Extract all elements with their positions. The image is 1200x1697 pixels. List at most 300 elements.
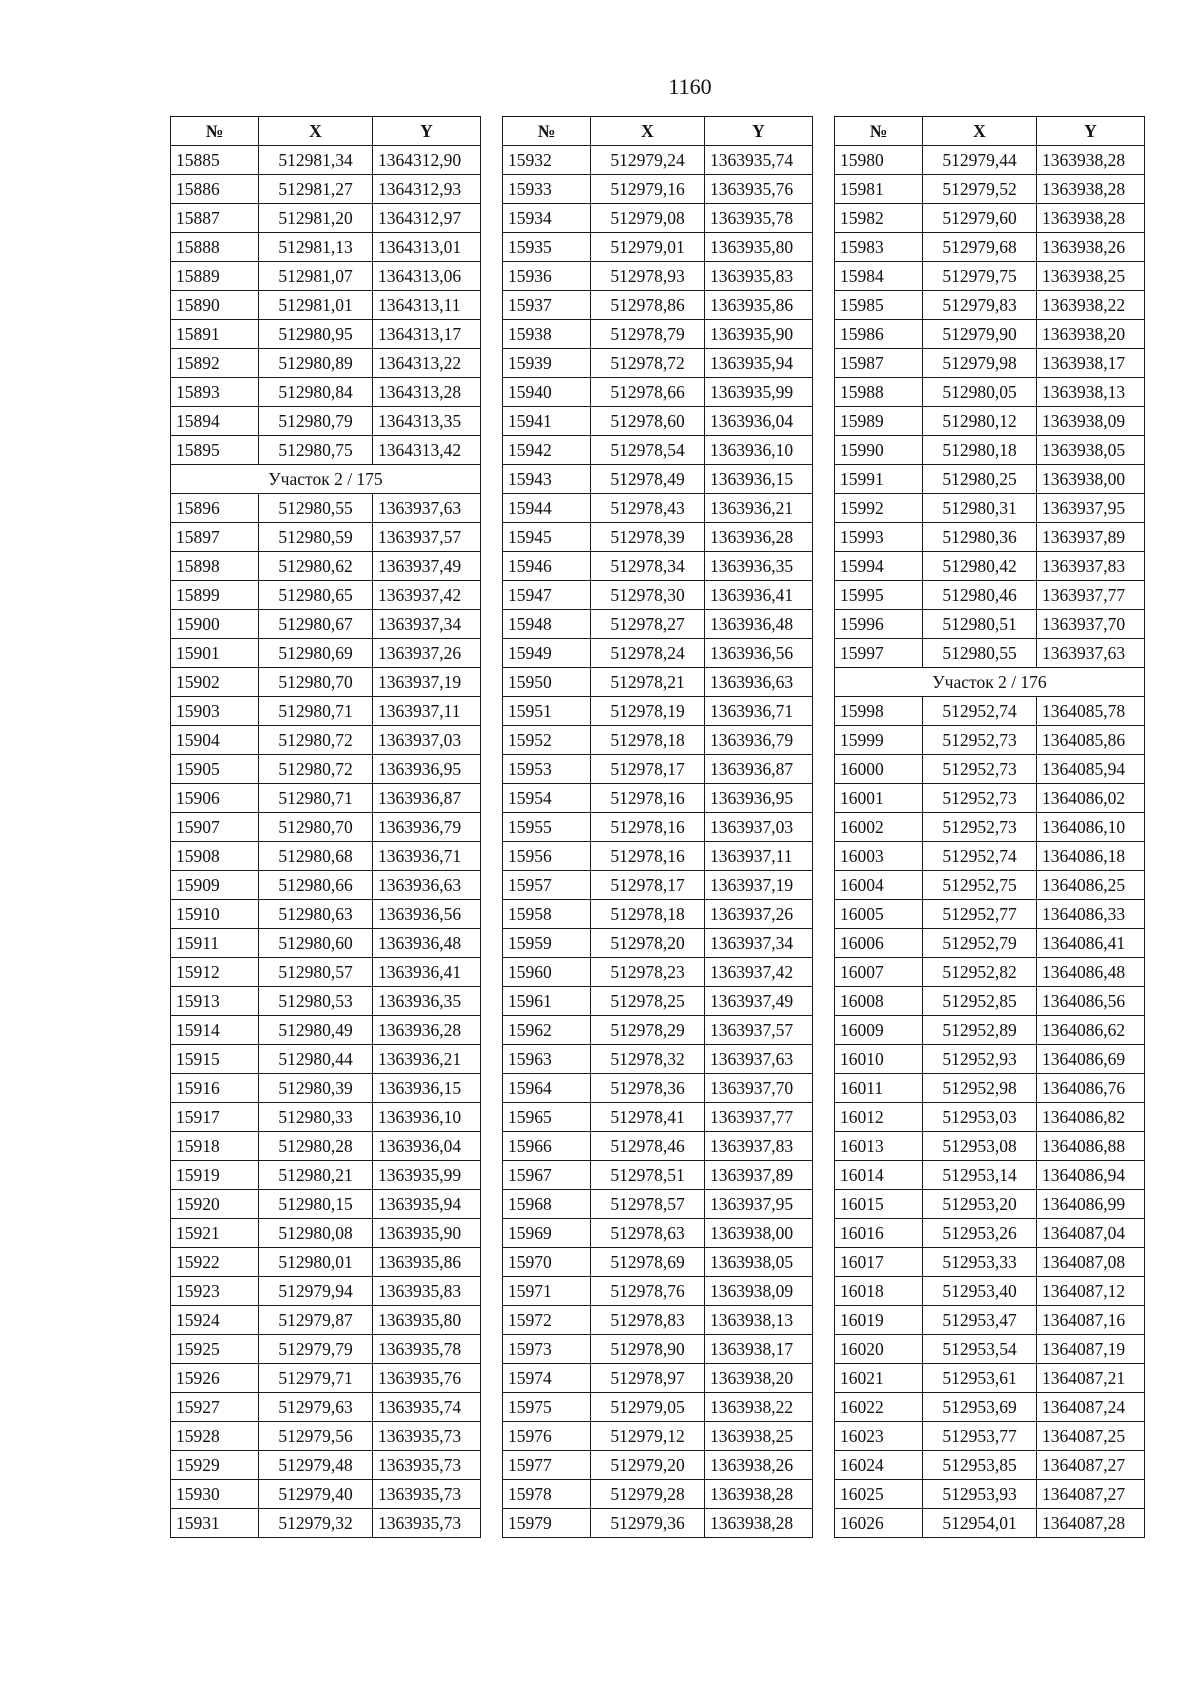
y-coordinate-cell: 1363937,77 [705, 1103, 813, 1132]
table-row [171, 1132, 481, 1161]
y-coordinate-cell: 1363937,42 [373, 581, 481, 610]
x-coordinate-cell: 512980,42 [923, 552, 1037, 581]
y-coordinate-cell: 1363938,28 [1037, 175, 1145, 204]
table-row [171, 146, 481, 175]
table-row [835, 1103, 1145, 1132]
table-row [503, 349, 813, 378]
point-number-cell: 16012 [835, 1103, 923, 1132]
point-number-cell: 16026 [835, 1509, 923, 1538]
x-coordinate-cell: 512979,68 [923, 233, 1037, 262]
column-header-y: Y [1037, 117, 1145, 146]
x-coordinate-cell: 512979,87 [259, 1306, 373, 1335]
table-row [503, 697, 813, 726]
point-number-cell: 15892 [171, 349, 259, 378]
table-row [503, 1451, 813, 1480]
point-number-cell: 15954 [503, 784, 591, 813]
x-coordinate-cell: 512978,83 [591, 1306, 705, 1335]
table-row [171, 639, 481, 668]
x-coordinate-cell: 512980,57 [259, 958, 373, 987]
point-number-cell: 15998 [835, 697, 923, 726]
y-coordinate-cell: 1363937,57 [705, 1016, 813, 1045]
y-coordinate-cell: 1363937,11 [373, 697, 481, 726]
table-row [835, 1509, 1145, 1538]
x-coordinate-cell: 512978,93 [591, 262, 705, 291]
y-coordinate-cell: 1363937,49 [705, 987, 813, 1016]
y-coordinate-cell: 1363937,95 [1037, 494, 1145, 523]
table-row [835, 1161, 1145, 1190]
x-coordinate-cell: 512953,14 [923, 1161, 1037, 1190]
y-coordinate-cell: 1364086,82 [1037, 1103, 1145, 1132]
x-coordinate-cell: 512980,08 [259, 1219, 373, 1248]
x-coordinate-cell: 512980,25 [923, 465, 1037, 494]
y-coordinate-cell: 1363935,73 [373, 1451, 481, 1480]
x-coordinate-cell: 512979,60 [923, 204, 1037, 233]
y-coordinate-cell: 1364086,41 [1037, 929, 1145, 958]
y-coordinate-cell: 1364086,18 [1037, 842, 1145, 871]
y-coordinate-cell: 1363938,28 [705, 1480, 813, 1509]
table-row [503, 929, 813, 958]
x-coordinate-cell: 512978,23 [591, 958, 705, 987]
y-coordinate-cell: 1363936,21 [373, 1045, 481, 1074]
y-coordinate-cell: 1363936,95 [705, 784, 813, 813]
x-coordinate-cell: 512952,75 [923, 871, 1037, 900]
y-coordinate-cell: 1363935,73 [373, 1480, 481, 1509]
y-coordinate-cell: 1363935,90 [373, 1219, 481, 1248]
table-row [835, 900, 1145, 929]
table-row [503, 813, 813, 842]
x-coordinate-cell: 512978,86 [591, 291, 705, 320]
y-coordinate-cell: 1364087,04 [1037, 1219, 1145, 1248]
point-number-cell: 15910 [171, 900, 259, 929]
x-coordinate-cell: 512952,82 [923, 958, 1037, 987]
table-row [835, 581, 1145, 610]
x-coordinate-cell: 512978,17 [591, 871, 705, 900]
point-number-cell: 15944 [503, 494, 591, 523]
x-coordinate-cell: 512978,49 [591, 465, 705, 494]
x-coordinate-cell: 512978,63 [591, 1219, 705, 1248]
table-row [171, 407, 481, 436]
x-coordinate-cell: 512952,74 [923, 697, 1037, 726]
column-header-y: Y [705, 117, 813, 146]
point-number-cell: 15972 [503, 1306, 591, 1335]
x-coordinate-cell: 512953,47 [923, 1306, 1037, 1335]
x-coordinate-cell: 512953,54 [923, 1335, 1037, 1364]
x-coordinate-cell: 512979,94 [259, 1277, 373, 1306]
y-coordinate-cell: 1364087,27 [1037, 1451, 1145, 1480]
y-coordinate-cell: 1363936,56 [373, 900, 481, 929]
table-row [171, 1451, 481, 1480]
y-coordinate-cell: 1363938,17 [1037, 349, 1145, 378]
point-number-cell: 15895 [171, 436, 259, 465]
y-coordinate-cell: 1364087,27 [1037, 1480, 1145, 1509]
x-coordinate-cell: 512981,34 [259, 146, 373, 175]
point-number-cell: 16010 [835, 1045, 923, 1074]
point-number-cell: 15962 [503, 1016, 591, 1045]
x-coordinate-cell: 512979,16 [591, 175, 705, 204]
point-number-cell: 15926 [171, 1364, 259, 1393]
y-coordinate-cell: 1363937,89 [705, 1161, 813, 1190]
y-coordinate-cell: 1363938,00 [705, 1219, 813, 1248]
table-row [171, 987, 481, 1016]
point-number-cell: 15967 [503, 1161, 591, 1190]
point-number-cell: 15900 [171, 610, 259, 639]
section-row [171, 465, 481, 494]
x-coordinate-cell: 512980,59 [259, 523, 373, 552]
x-coordinate-cell: 512978,36 [591, 1074, 705, 1103]
point-number-cell: 15937 [503, 291, 591, 320]
table-row [835, 233, 1145, 262]
point-number-cell: 16016 [835, 1219, 923, 1248]
section-title: Участок 2 / 175 [171, 465, 481, 494]
y-coordinate-cell: 1363935,83 [373, 1277, 481, 1306]
point-number-cell: 15959 [503, 929, 591, 958]
page-number: 1160 [668, 74, 712, 99]
point-number-cell: 15977 [503, 1451, 591, 1480]
y-coordinate-cell: 1364313,42 [373, 436, 481, 465]
y-coordinate-cell: 1363935,78 [705, 204, 813, 233]
table-row [503, 900, 813, 929]
x-coordinate-cell: 512952,79 [923, 929, 1037, 958]
table-row [171, 320, 481, 349]
point-number-cell: 15970 [503, 1248, 591, 1277]
x-coordinate-cell: 512979,98 [923, 349, 1037, 378]
point-number-cell: 16018 [835, 1277, 923, 1306]
y-coordinate-cell: 1363937,49 [373, 552, 481, 581]
table-row [835, 1451, 1145, 1480]
y-coordinate-cell: 1363935,74 [373, 1393, 481, 1422]
x-coordinate-cell: 512953,77 [923, 1422, 1037, 1451]
y-coordinate-cell: 1363936,04 [705, 407, 813, 436]
y-coordinate-cell: 1364085,86 [1037, 726, 1145, 755]
y-coordinate-cell: 1364086,02 [1037, 784, 1145, 813]
table-row [503, 378, 813, 407]
point-number-cell: 15997 [835, 639, 923, 668]
y-coordinate-cell: 1364086,69 [1037, 1045, 1145, 1074]
y-coordinate-cell: 1363935,83 [705, 262, 813, 291]
y-coordinate-cell: 1364313,35 [373, 407, 481, 436]
y-coordinate-cell: 1363937,95 [705, 1190, 813, 1219]
point-number-cell: 15999 [835, 726, 923, 755]
table-row [171, 175, 481, 204]
y-coordinate-cell: 1364313,01 [373, 233, 481, 262]
x-coordinate-cell: 512980,72 [259, 755, 373, 784]
x-coordinate-cell: 512980,65 [259, 581, 373, 610]
table-row [835, 871, 1145, 900]
y-coordinate-cell: 1364313,28 [373, 378, 481, 407]
table-row [503, 1016, 813, 1045]
y-coordinate-cell: 1363937,83 [705, 1132, 813, 1161]
table-row [503, 784, 813, 813]
x-coordinate-cell: 512954,01 [923, 1509, 1037, 1538]
table-row [171, 610, 481, 639]
section-title: Участок 2 / 176 [835, 668, 1145, 697]
y-coordinate-cell: 1364312,93 [373, 175, 481, 204]
y-coordinate-cell: 1363937,19 [705, 871, 813, 900]
x-coordinate-cell: 512980,75 [259, 436, 373, 465]
x-coordinate-cell: 512980,60 [259, 929, 373, 958]
x-coordinate-cell: 512979,56 [259, 1422, 373, 1451]
y-coordinate-cell: 1363935,86 [373, 1248, 481, 1277]
y-coordinate-cell: 1363936,56 [705, 639, 813, 668]
x-coordinate-cell: 512952,98 [923, 1074, 1037, 1103]
y-coordinate-cell: 1363937,11 [705, 842, 813, 871]
table-row [171, 1364, 481, 1393]
point-number-cell: 15981 [835, 175, 923, 204]
y-coordinate-cell: 1363937,34 [705, 929, 813, 958]
point-number-cell: 16015 [835, 1190, 923, 1219]
point-number-cell: 16023 [835, 1422, 923, 1451]
table-row [835, 204, 1145, 233]
point-number-cell: 16014 [835, 1161, 923, 1190]
point-number-cell: 15994 [835, 552, 923, 581]
x-coordinate-cell: 512952,73 [923, 755, 1037, 784]
table-row [503, 1248, 813, 1277]
table-row [171, 233, 481, 262]
x-coordinate-cell: 512981,20 [259, 204, 373, 233]
point-number-cell: 15920 [171, 1190, 259, 1219]
x-coordinate-cell: 512980,62 [259, 552, 373, 581]
x-coordinate-cell: 512979,01 [591, 233, 705, 262]
x-coordinate-cell: 512980,28 [259, 1132, 373, 1161]
table-row [835, 291, 1145, 320]
point-number-cell: 15928 [171, 1422, 259, 1451]
table-header-row [503, 117, 813, 146]
y-coordinate-cell: 1364086,10 [1037, 813, 1145, 842]
y-coordinate-cell: 1363936,10 [705, 436, 813, 465]
point-number-cell: 15941 [503, 407, 591, 436]
x-coordinate-cell: 512980,84 [259, 378, 373, 407]
table-row [171, 842, 481, 871]
x-coordinate-cell: 512978,54 [591, 436, 705, 465]
table-row [171, 494, 481, 523]
column-header-x: X [591, 117, 705, 146]
y-coordinate-cell: 1363936,15 [373, 1074, 481, 1103]
point-number-cell: 16001 [835, 784, 923, 813]
point-number-cell: 16006 [835, 929, 923, 958]
x-coordinate-cell: 512980,33 [259, 1103, 373, 1132]
y-coordinate-cell: 1364086,88 [1037, 1132, 1145, 1161]
point-number-cell: 15913 [171, 987, 259, 1016]
table-row [835, 1306, 1145, 1335]
column-header-x: X [923, 117, 1037, 146]
point-number-cell: 15993 [835, 523, 923, 552]
x-coordinate-cell: 512978,24 [591, 639, 705, 668]
point-number-cell: 15887 [171, 204, 259, 233]
point-number-cell: 15898 [171, 552, 259, 581]
point-number-cell: 15991 [835, 465, 923, 494]
table-row [503, 1074, 813, 1103]
x-coordinate-cell: 512952,73 [923, 784, 1037, 813]
y-coordinate-cell: 1364313,17 [373, 320, 481, 349]
x-coordinate-cell: 512980,36 [923, 523, 1037, 552]
point-number-cell: 15995 [835, 581, 923, 610]
y-coordinate-cell: 1363937,03 [705, 813, 813, 842]
table-row [503, 1219, 813, 1248]
x-coordinate-cell: 512978,16 [591, 813, 705, 842]
table-row [503, 262, 813, 291]
point-number-cell: 15952 [503, 726, 591, 755]
point-number-cell: 15899 [171, 581, 259, 610]
x-coordinate-cell: 512980,69 [259, 639, 373, 668]
y-coordinate-cell: 1363938,13 [1037, 378, 1145, 407]
table-row [835, 175, 1145, 204]
x-coordinate-cell: 512979,90 [923, 320, 1037, 349]
y-coordinate-cell: 1363936,35 [705, 552, 813, 581]
y-coordinate-cell: 1363935,99 [705, 378, 813, 407]
x-coordinate-cell: 512978,32 [591, 1045, 705, 1074]
table-row [171, 1219, 481, 1248]
table-row [503, 1190, 813, 1219]
x-coordinate-cell: 512980,21 [259, 1161, 373, 1190]
table-row [171, 1393, 481, 1422]
table-row [171, 1509, 481, 1538]
x-coordinate-cell: 512980,12 [923, 407, 1037, 436]
point-number-cell: 15968 [503, 1190, 591, 1219]
point-number-cell: 15958 [503, 900, 591, 929]
x-coordinate-cell: 512978,97 [591, 1364, 705, 1393]
table-row [835, 1422, 1145, 1451]
point-number-cell: 15945 [503, 523, 591, 552]
table-row [503, 1277, 813, 1306]
point-number-cell: 15943 [503, 465, 591, 494]
point-number-cell: 15890 [171, 291, 259, 320]
y-coordinate-cell: 1363936,10 [373, 1103, 481, 1132]
y-coordinate-cell: 1363937,57 [373, 523, 481, 552]
point-number-cell: 16007 [835, 958, 923, 987]
point-number-cell: 15946 [503, 552, 591, 581]
x-coordinate-cell: 512980,71 [259, 697, 373, 726]
x-coordinate-cell: 512980,18 [923, 436, 1037, 465]
point-number-cell: 15904 [171, 726, 259, 755]
table-row [171, 1016, 481, 1045]
table-row [503, 987, 813, 1016]
y-coordinate-cell: 1363937,70 [705, 1074, 813, 1103]
point-number-cell: 15888 [171, 233, 259, 262]
point-number-cell: 16008 [835, 987, 923, 1016]
point-number-cell: 15980 [835, 146, 923, 175]
y-coordinate-cell: 1363938,28 [705, 1509, 813, 1538]
y-coordinate-cell: 1363936,79 [373, 813, 481, 842]
point-number-cell: 16021 [835, 1364, 923, 1393]
y-coordinate-cell: 1363936,79 [705, 726, 813, 755]
point-number-cell: 15886 [171, 175, 259, 204]
y-coordinate-cell: 1363937,34 [373, 610, 481, 639]
table-row [835, 987, 1145, 1016]
table-row [503, 581, 813, 610]
y-coordinate-cell: 1363936,48 [705, 610, 813, 639]
table-row [835, 755, 1145, 784]
y-coordinate-cell: 1364086,56 [1037, 987, 1145, 1016]
point-number-cell: 15896 [171, 494, 259, 523]
point-number-cell: 16020 [835, 1335, 923, 1364]
y-coordinate-cell: 1364087,12 [1037, 1277, 1145, 1306]
point-number-cell: 15915 [171, 1045, 259, 1074]
x-coordinate-cell: 512952,77 [923, 900, 1037, 929]
y-coordinate-cell: 1363936,71 [705, 697, 813, 726]
x-coordinate-cell: 512978,34 [591, 552, 705, 581]
x-coordinate-cell: 512978,46 [591, 1132, 705, 1161]
table-row [835, 523, 1145, 552]
point-number-cell: 15948 [503, 610, 591, 639]
point-number-cell: 15955 [503, 813, 591, 842]
x-coordinate-cell: 512979,48 [259, 1451, 373, 1480]
table-row [835, 958, 1145, 987]
x-coordinate-cell: 512980,15 [259, 1190, 373, 1219]
y-coordinate-cell: 1364086,25 [1037, 871, 1145, 900]
point-number-cell: 16017 [835, 1248, 923, 1277]
y-coordinate-cell: 1364086,99 [1037, 1190, 1145, 1219]
coordinate-table-1 [170, 116, 481, 1538]
y-coordinate-cell: 1363936,04 [373, 1132, 481, 1161]
point-number-cell: 15976 [503, 1422, 591, 1451]
table-row [835, 1016, 1145, 1045]
point-number-cell: 15956 [503, 842, 591, 871]
table-row [503, 1132, 813, 1161]
x-coordinate-cell: 512952,74 [923, 842, 1037, 871]
table-row [171, 668, 481, 697]
x-coordinate-cell: 512980,55 [923, 639, 1037, 668]
y-coordinate-cell: 1363938,22 [1037, 291, 1145, 320]
point-number-cell: 15987 [835, 349, 923, 378]
table-row [835, 1277, 1145, 1306]
y-coordinate-cell: 1364085,78 [1037, 697, 1145, 726]
x-coordinate-cell: 512978,57 [591, 1190, 705, 1219]
x-coordinate-cell: 512953,33 [923, 1248, 1037, 1277]
table-row [503, 320, 813, 349]
point-number-cell: 15936 [503, 262, 591, 291]
column-header-number: № [503, 117, 591, 146]
y-coordinate-cell: 1363936,15 [705, 465, 813, 494]
point-number-cell: 15885 [171, 146, 259, 175]
point-number-cell: 15891 [171, 320, 259, 349]
point-number-cell: 15923 [171, 1277, 259, 1306]
y-coordinate-cell: 1363935,74 [705, 146, 813, 175]
column-header-x: X [259, 117, 373, 146]
point-number-cell: 15992 [835, 494, 923, 523]
y-coordinate-cell: 1363936,41 [705, 581, 813, 610]
table-row [835, 1074, 1145, 1103]
point-number-cell: 16005 [835, 900, 923, 929]
y-coordinate-cell: 1364086,76 [1037, 1074, 1145, 1103]
table-row [835, 1132, 1145, 1161]
point-number-cell: 16000 [835, 755, 923, 784]
x-coordinate-cell: 512979,36 [591, 1509, 705, 1538]
x-coordinate-cell: 512980,46 [923, 581, 1037, 610]
x-coordinate-cell: 512979,83 [923, 291, 1037, 320]
table-row [835, 378, 1145, 407]
x-coordinate-cell: 512978,79 [591, 320, 705, 349]
point-number-cell: 15918 [171, 1132, 259, 1161]
table-row [171, 436, 481, 465]
x-coordinate-cell: 512953,85 [923, 1451, 1037, 1480]
table-row [171, 204, 481, 233]
y-coordinate-cell: 1364087,16 [1037, 1306, 1145, 1335]
y-coordinate-cell: 1363938,25 [705, 1422, 813, 1451]
table-row [835, 146, 1145, 175]
x-coordinate-cell: 512980,67 [259, 610, 373, 639]
table-row [503, 1509, 813, 1538]
table-row [503, 552, 813, 581]
x-coordinate-cell: 512980,01 [259, 1248, 373, 1277]
table-row [171, 581, 481, 610]
x-coordinate-cell: 512952,73 [923, 813, 1037, 842]
table-row [503, 407, 813, 436]
table-row [503, 291, 813, 320]
y-coordinate-cell: 1363935,78 [373, 1335, 481, 1364]
y-coordinate-cell: 1363935,90 [705, 320, 813, 349]
y-coordinate-cell: 1363936,87 [705, 755, 813, 784]
x-coordinate-cell: 512979,71 [259, 1364, 373, 1393]
